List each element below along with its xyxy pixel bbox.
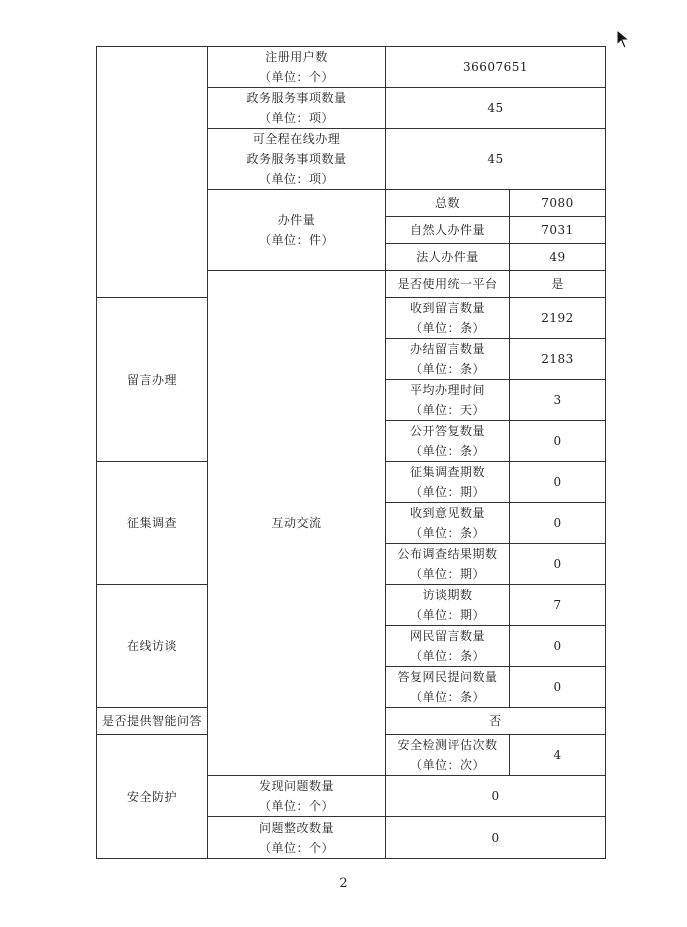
security-fixed-label: 问题整改数量 （单位：个） <box>208 817 386 859</box>
gov-items-label: 政务服务事项数量 （单位：项） <box>208 88 386 129</box>
gov-items-value: 45 <box>386 88 606 129</box>
survey-opinions-label: 收到意见数量 （单位：条） <box>386 503 510 544</box>
msg-label: 留言办理 <box>97 298 208 462</box>
security-checks-label: 安全检测评估次数 （单位：次） <box>386 735 510 776</box>
msg-done-label: 办结留言数量 （单位：条） <box>386 339 510 380</box>
survey-results-value: 0 <box>510 544 606 585</box>
cases-legal-value: 49 <box>510 244 606 271</box>
msg-pub-label: 公开答复数量 （单位：条） <box>386 421 510 462</box>
interact-section-label: 互动交流 <box>208 271 386 776</box>
reg-users-value: 36607651 <box>386 47 606 88</box>
cases-legal-label: 法人办件量 <box>386 244 510 271</box>
interview-periods-label: 访谈期数 （单位：期） <box>386 585 510 626</box>
platform-label: 是否使用统一平台 <box>386 271 510 298</box>
smart-qa-label: 是否提供智能问答 <box>97 708 208 735</box>
security-fixed-value: 0 <box>386 817 606 859</box>
survey-opinions-value: 0 <box>510 503 606 544</box>
survey-periods-label: 征集调查期数 （单位：期） <box>386 462 510 503</box>
cases-natural-value: 7031 <box>510 217 606 244</box>
interview-reply-label: 答复网民提问数量 （单位：条） <box>386 667 510 708</box>
cases-total-value: 7080 <box>510 190 606 217</box>
interview-label: 在线访谈 <box>97 585 208 708</box>
msg-recv-value: 2192 <box>510 298 606 339</box>
interview-netmsg-label: 网民留言数量 （单位：条） <box>386 626 510 667</box>
interview-reply-value: 0 <box>510 667 606 708</box>
msg-avg-value: 3 <box>510 380 606 421</box>
stats-table <box>96 46 606 859</box>
msg-recv-label: 收到留言数量 （单位：条） <box>386 298 510 339</box>
msg-done-value: 2183 <box>510 339 606 380</box>
security-found-label: 发现问题数量 （单位：个） <box>208 776 386 817</box>
interview-periods-value: 7 <box>510 585 606 626</box>
online-items-value: 45 <box>386 129 606 190</box>
survey-periods-value: 0 <box>510 462 606 503</box>
smart-qa-value: 否 <box>386 708 606 735</box>
blank-section-cell <box>97 47 208 298</box>
cases-label: 办件量 （单位：件） <box>208 190 386 271</box>
platform-value: 是 <box>510 271 606 298</box>
reg-users-label: 注册用户数 （单位：个） <box>208 47 386 88</box>
security-found-value: 0 <box>386 776 606 817</box>
msg-avg-label: 平均办理时间 （单位：天） <box>386 380 510 421</box>
msg-pub-value: 0 <box>510 421 606 462</box>
page-number: 2 <box>339 876 348 891</box>
interview-netmsg-value: 0 <box>510 626 606 667</box>
cases-natural-label: 自然人办件量 <box>386 217 510 244</box>
security-checks-value: 4 <box>510 735 606 776</box>
survey-label: 征集调查 <box>97 462 208 585</box>
online-items-label: 可全程在线办理 政务服务事项数量 （单位：项） <box>208 129 386 190</box>
survey-results-label: 公布调查结果期数 （单位：期） <box>386 544 510 585</box>
cases-total-label: 总数 <box>386 190 510 217</box>
security-section-label: 安全防护 <box>97 735 208 859</box>
